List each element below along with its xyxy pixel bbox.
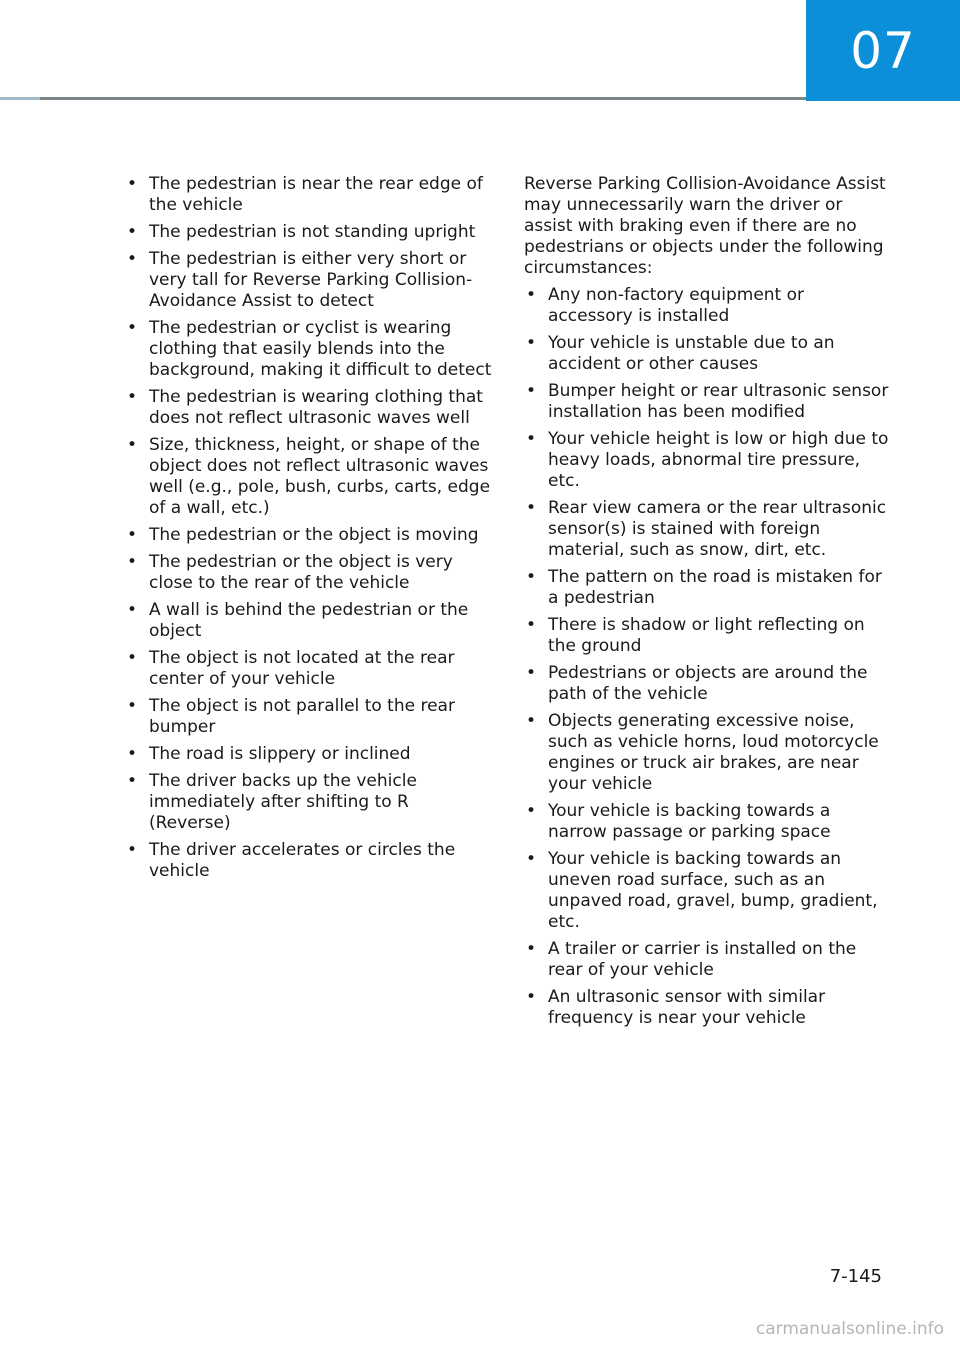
bullet-icon: • [127, 387, 138, 407]
bullet-icon: • [127, 696, 138, 716]
bullet-icon: • [127, 648, 138, 668]
list-item [125, 222, 495, 243]
bullet-icon: • [526, 849, 537, 869]
list-item-text: There is shadow or light reflecting on the ground [548, 615, 865, 656]
bullet-icon: • [127, 222, 138, 242]
bullet-icon: • [127, 552, 138, 572]
bullet-icon: • [526, 333, 537, 353]
bullet-icon: • [127, 744, 138, 764]
list-item [125, 387, 495, 429]
bullet-icon: • [127, 174, 138, 194]
list-item [524, 849, 894, 933]
left-column [125, 174, 495, 888]
bullet-icon: • [127, 600, 138, 620]
bullet-icon: • [526, 801, 537, 821]
right-column [524, 174, 894, 1035]
bullet-icon: • [526, 711, 537, 731]
bullet-icon: • [526, 429, 537, 449]
list-item-text: The pattern on the road is mistaken for a pedestrian [548, 567, 882, 608]
list-item-text: The driver backs up the vehicle immediately after shifting to R (Reverse) [149, 771, 417, 833]
list-item [524, 987, 894, 1029]
bullet-icon: • [526, 615, 537, 635]
list-item-text: Your vehicle height is low or high due to heavy loads, abnormal tire pressure, etc. [548, 429, 889, 491]
watermark: carmanualsonline.info [755, 1319, 944, 1339]
list-item-text: The pedestrian or the object is very close to the rear of the vehicle [149, 552, 453, 593]
list-item [524, 429, 894, 492]
bullet-icon: • [127, 771, 138, 791]
list-item-text: The pedestrian is either very short or very tall for Reverse Parking Collision-Avoidance Assist to detect [149, 249, 473, 311]
list-item-text: A wall is behind the pedestrian or the object [149, 600, 469, 641]
bullet-icon: • [526, 381, 537, 401]
list-item [524, 663, 894, 705]
list-item [125, 525, 495, 546]
list-item-text: The pedestrian or the object is moving [149, 525, 479, 545]
right-bullet-list [524, 285, 894, 1029]
bullet-icon: • [127, 525, 138, 545]
bullet-icon: • [526, 498, 537, 518]
bullet-icon: • [127, 435, 138, 455]
list-item-text: Rear view camera or the rear ultrasonic sensor(s) is stained with foreign material, such as snow, dirt, etc. [548, 498, 887, 560]
list-item-text: Your vehicle is backing towards an uneven road surface, such as an unpaved road, gravel, bump, gradient, etc. [548, 849, 878, 932]
list-item-text: Pedestrians or objects are around the path of the vehicle [548, 663, 868, 704]
list-item [125, 600, 495, 642]
bullet-icon: • [526, 285, 537, 305]
bullet-icon: • [526, 939, 537, 959]
list-item-text: Your vehicle is unstable due to an accident or other causes [548, 333, 835, 374]
list-item [524, 498, 894, 561]
list-item-text: The pedestrian is wearing clothing that does not reflect ultrasonic waves well [149, 387, 483, 428]
bullet-icon: • [526, 567, 537, 587]
list-item [524, 333, 894, 375]
list-item-text: A trailer or carrier is installed on the rear of your vehicle [548, 939, 857, 980]
list-item [125, 840, 495, 882]
list-item [524, 285, 894, 327]
list-item-text: Objects generating excessive noise, such as vehicle horns, loud motorcycle engines or truck air brakes, are near your vehicle [548, 711, 879, 794]
list-item-text: The object is not located at the rear center of your vehicle [149, 648, 455, 689]
list-item-text: Size, thickness, height, or shape of the object does not reflect ultrasonic waves well (e.g., pole, bush, curbs, carts, edge of a wall, etc.) [149, 435, 491, 518]
list-item-text: An ultrasonic sensor with similar frequency is near your vehicle [548, 987, 826, 1028]
list-item-text: Bumper height or rear ultrasonic sensor installation has been modified [548, 381, 889, 422]
list-item [125, 435, 495, 519]
list-item [125, 552, 495, 594]
bullet-icon: • [526, 987, 537, 1007]
list-item [125, 696, 495, 738]
list-item-text: The driver accelerates or circles the vehicle [149, 840, 456, 881]
list-item [125, 318, 495, 381]
list-item [125, 174, 495, 216]
list-item [125, 744, 495, 765]
list-item [524, 615, 894, 657]
list-item-text: Any non-factory equipment or accessory is installed [548, 285, 805, 326]
bullet-icon: • [127, 318, 138, 338]
list-item [524, 567, 894, 609]
list-item-text: The pedestrian or cyclist is wearing clothing that easily blends into the background, making it difficult to detect [149, 318, 492, 380]
list-item-text: Your vehicle is backing towards a narrow passage or parking space [548, 801, 831, 842]
right-intro-paragraph: Reverse Parking Collision-Avoidance Assist may unnecessarily warn the driver or assist with braking even if there are no pedestrians or objects under the following circumstances: [524, 174, 886, 278]
list-item-text: The object is not parallel to the rear bumper [149, 696, 455, 737]
list-item-text: The pedestrian is near the rear edge of the vehicle [149, 174, 483, 215]
list-item [125, 249, 495, 312]
page-number: 7-145 [829, 1266, 882, 1287]
list-item [524, 711, 894, 795]
list-item [524, 939, 894, 981]
left-bullet-list [125, 174, 495, 882]
list-item-text: The road is slippery or inclined [149, 744, 411, 764]
list-item [524, 381, 894, 423]
chapter-tab [806, 0, 960, 101]
bullet-icon: • [127, 840, 138, 860]
list-item [524, 801, 894, 843]
list-item [125, 648, 495, 690]
bullet-icon: • [127, 249, 138, 269]
header-rule [0, 97, 806, 100]
bullet-icon: • [526, 663, 537, 683]
list-item [125, 771, 495, 834]
chapter-number: 07 [850, 21, 916, 80]
list-item-text: The pedestrian is not standing upright [149, 222, 476, 242]
header-rule-accent [0, 97, 40, 100]
